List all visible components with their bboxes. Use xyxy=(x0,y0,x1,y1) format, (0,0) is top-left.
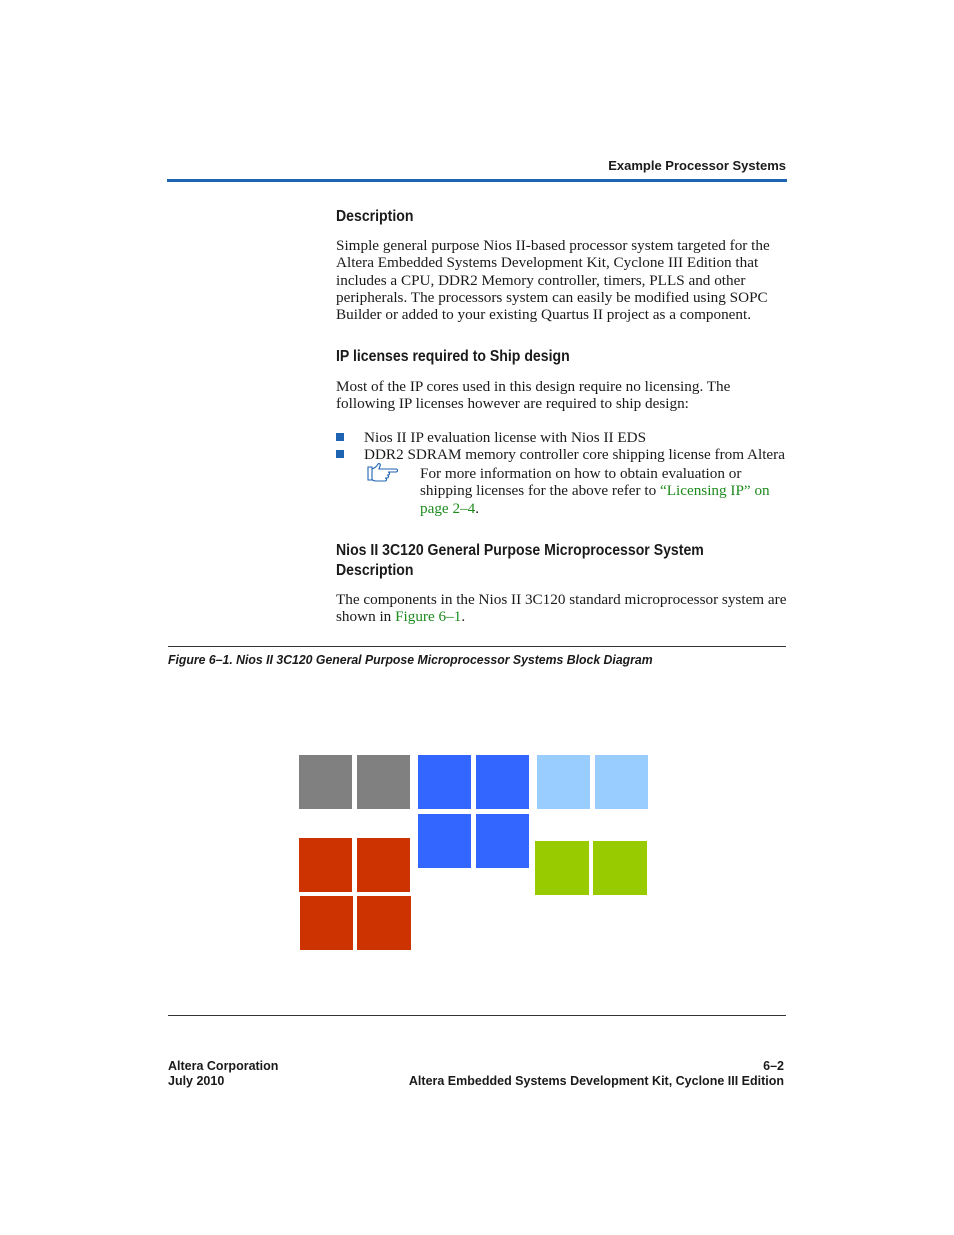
bullet-square-icon xyxy=(336,450,344,458)
licensing-ip-link[interactable]: “Licensing IP” on xyxy=(659,482,770,500)
bullet-item xyxy=(336,446,785,463)
ip-licenses-line: following IP licenses however are required to ship design: xyxy=(336,395,689,413)
note-line: shipping licenses for the above refer to xyxy=(420,482,660,500)
ip-licenses-line: Most of the IP cores used in this design require no licensing. The xyxy=(336,378,731,395)
description-line: Builder or added to your existing Quartus II project as a component. xyxy=(336,306,752,324)
blue-block xyxy=(476,755,529,809)
red-block xyxy=(357,896,411,950)
light-blue-block xyxy=(537,755,590,809)
figure-top-rule xyxy=(168,646,786,647)
bullet-text: DDR2 SDRAM memory controller core shipping license from Altera xyxy=(364,446,785,463)
figure-bottom-rule xyxy=(168,1015,786,1016)
pointing-hand-icon xyxy=(366,462,400,482)
running-header: Example Processor Systems xyxy=(608,158,786,173)
description-paragraph xyxy=(336,237,788,323)
footer-company: Altera Corporation xyxy=(168,1059,279,1073)
green-block xyxy=(535,841,589,895)
page-reference-link[interactable]: page 2–4 xyxy=(420,499,476,517)
description-line: Simple general purpose Nios II-based processor system targeted for the xyxy=(336,237,770,254)
footer-date: July 2010 xyxy=(168,1074,225,1088)
ip-licenses-heading: IP licenses required to Ship design xyxy=(336,348,570,365)
system-line: shown in xyxy=(336,608,396,626)
figure-link[interactable]: Figure 6–1 xyxy=(395,608,462,626)
description-line: includes a CPU, DDR2 Memory controller, timers, PLLS and other xyxy=(336,271,746,289)
bullet-text: Nios II IP evaluation license with Nios II EDS xyxy=(364,429,647,446)
figure-caption: Figure 6–1. Nios II 3C120 General Purpose Microprocessor Systems Block Diagram xyxy=(168,652,653,667)
description-heading: Description xyxy=(336,208,414,225)
description-line: peripherals. The processors system can easily be modified using SOPC xyxy=(336,288,768,306)
system-suffix: . xyxy=(461,608,466,626)
red-block xyxy=(357,838,410,892)
light-blue-block xyxy=(595,755,648,809)
system-line: The components in the Nios II 3C120 standard microprocessor system are xyxy=(336,591,787,608)
footer-page-number: 6–2 xyxy=(763,1059,784,1073)
header-rule xyxy=(167,179,787,182)
system-heading-line1: Nios II 3C120 General Purpose Microprocessor System xyxy=(336,542,704,559)
description-line: Altera Embedded Systems Development Kit, Cyclone III Edition that xyxy=(336,254,759,272)
bullet-item xyxy=(336,429,646,446)
gray-block xyxy=(357,755,410,809)
bullet-square-icon xyxy=(336,433,344,441)
note-line: For more information on how to obtain evaluation or xyxy=(420,465,742,482)
green-block xyxy=(593,841,647,895)
note-text xyxy=(420,465,788,517)
system-heading-line2: Description xyxy=(336,562,414,579)
system-paragraph xyxy=(336,591,788,626)
footer-doc-title: Altera Embedded Systems Development Kit, Cyclone III Edition xyxy=(408,1074,784,1088)
ip-licenses-paragraph xyxy=(336,378,788,413)
blue-block xyxy=(418,755,471,809)
red-block xyxy=(300,896,353,950)
gray-block xyxy=(299,755,352,809)
blue-block xyxy=(418,814,471,868)
note-suffix: . xyxy=(475,499,480,517)
blue-block xyxy=(476,814,529,868)
red-block xyxy=(299,838,352,892)
